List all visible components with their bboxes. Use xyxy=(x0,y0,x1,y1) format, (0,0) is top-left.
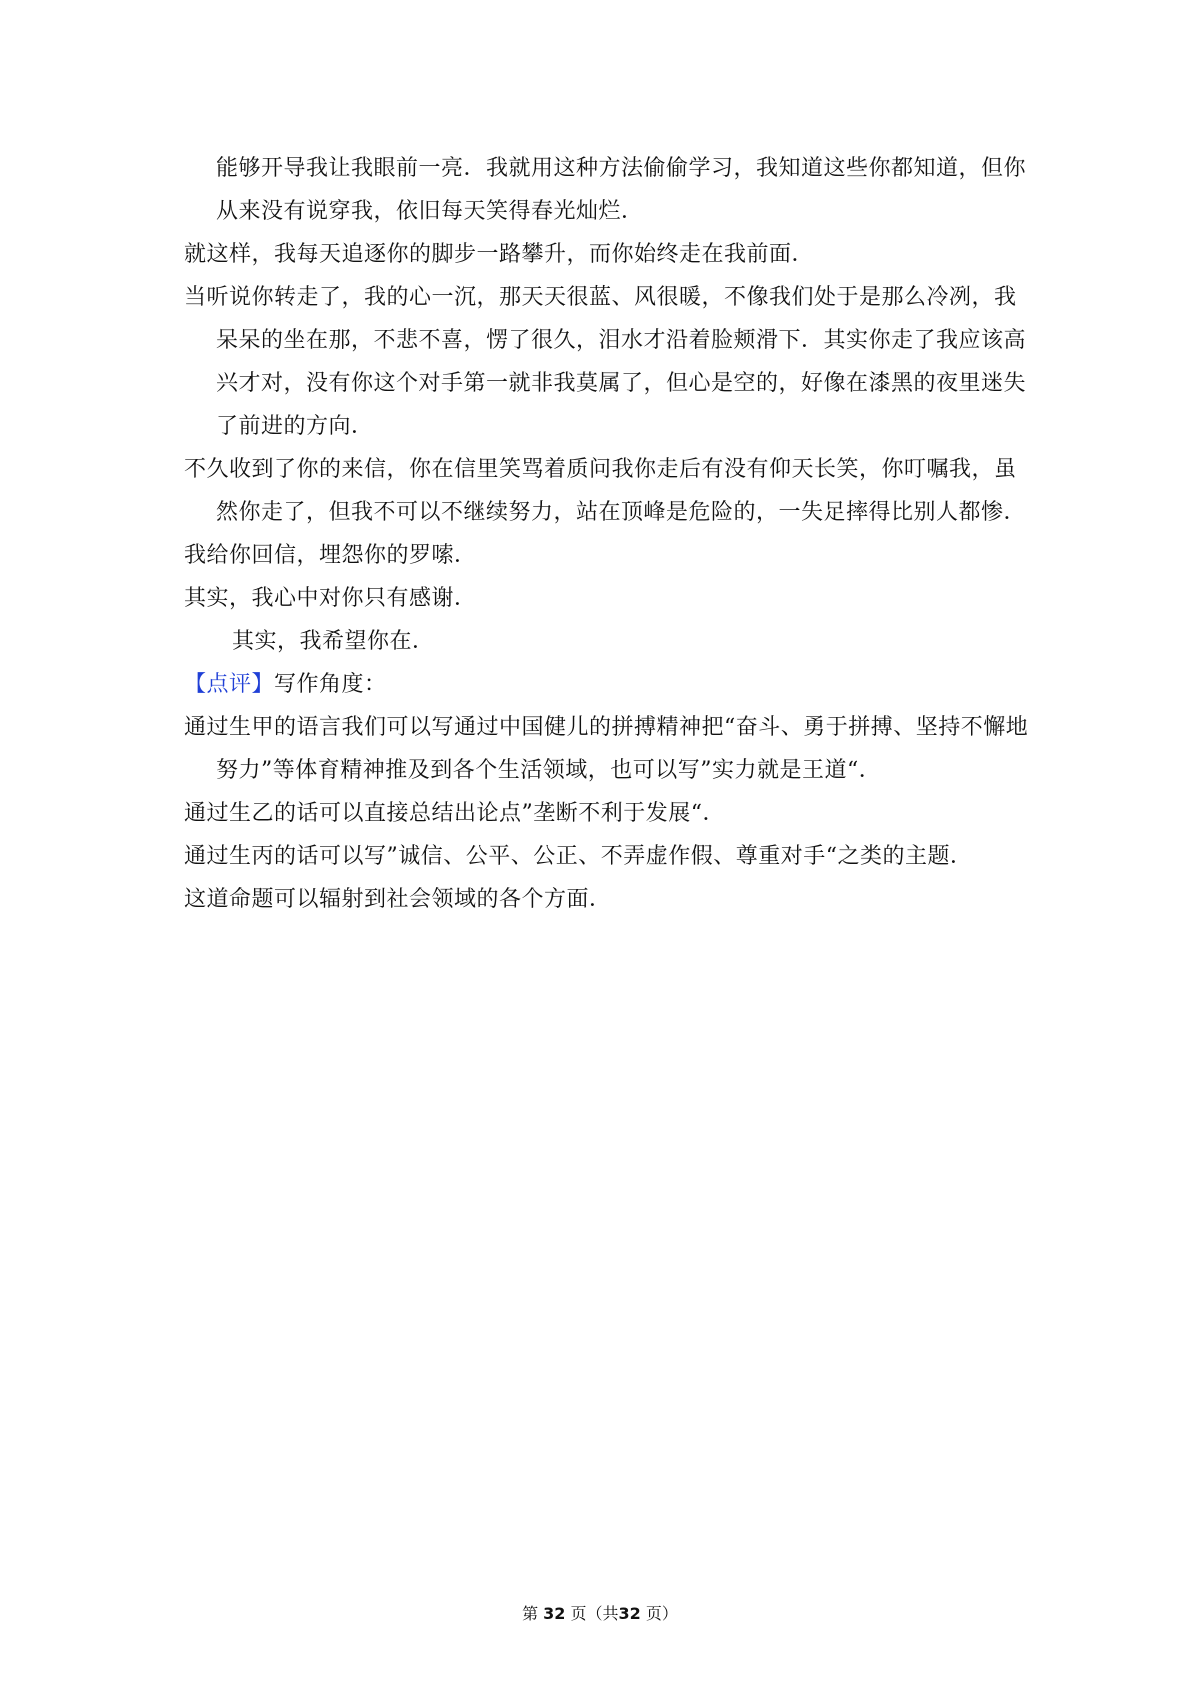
comment-paragraph: 这道命题可以辐射到社会领域的各个方面． xyxy=(184,887,612,912)
comment-paragraph: 通过生丙的话可以写”诚信、公平、公正、不弄虚作假、尊重对手“之类的主题． xyxy=(184,844,973,869)
footer-suffix: 页） xyxy=(645,1604,678,1623)
paragraph: 其实，我希望你在． xyxy=(232,629,435,654)
paragraph: 不久收到了你的来信，你在信里笑骂着质问我你走后有没有仰天长笑，你叮嘱我，虽然你走了，但我不可以不继续努力，站在顶峰是危险的，一失足摔得比别人都惨． xyxy=(184,457,1027,525)
comment-heading xyxy=(184,663,1030,706)
footer-prefix: 第 xyxy=(522,1604,539,1623)
comment-paragraph: 通过生乙的话可以直接总结出论点”垄断不利于发展“． xyxy=(184,801,725,826)
document-body xyxy=(184,147,1030,921)
comment-heading-text: 写作角度： xyxy=(274,672,387,697)
footer-total-pages: 32 xyxy=(618,1604,641,1623)
comment-paragraph: 通过生甲的语言我们可以写通过中国健儿的拼搏精神把“奋斗、勇于拼搏、坚持不懈地努力”等体育精神推及到各个生活领域，也可以写”实力就是王道“． xyxy=(184,715,1029,783)
footer-middle: 页（共 xyxy=(570,1604,619,1623)
paragraph: 能够开导我让我眼前一亮．我就用这种方法偷偷学习，我知道这些你都知道，但你从来没有说穿我，依旧每天笑得春光灿烂． xyxy=(216,156,1027,224)
paragraph: 其实，我心中对你只有感谢． xyxy=(184,586,477,611)
paragraph: 当听说你转走了，我的心一沉，那天天很蓝、风很暖，不像我们处于是那么冷冽，我呆呆的坐在那，不悲不喜，愣了很久，泪水才沿着脸颊滑下．其实你走了我应该高兴才对，没有你这个对手第一就非我莫属了，但心是空的，好像在漆黑的夜里迷失了前进的方向． xyxy=(184,285,1027,439)
page-footer xyxy=(0,1604,1200,1624)
paragraph: 我给你回信，埋怨你的罗嗦． xyxy=(184,543,477,568)
paragraph: 就这样，我每天追逐你的脚步一路攀升，而你始终走在我前面． xyxy=(184,242,815,267)
comment-tag: 【点评】 xyxy=(184,672,275,697)
footer-page-number: 32 xyxy=(543,1604,566,1623)
